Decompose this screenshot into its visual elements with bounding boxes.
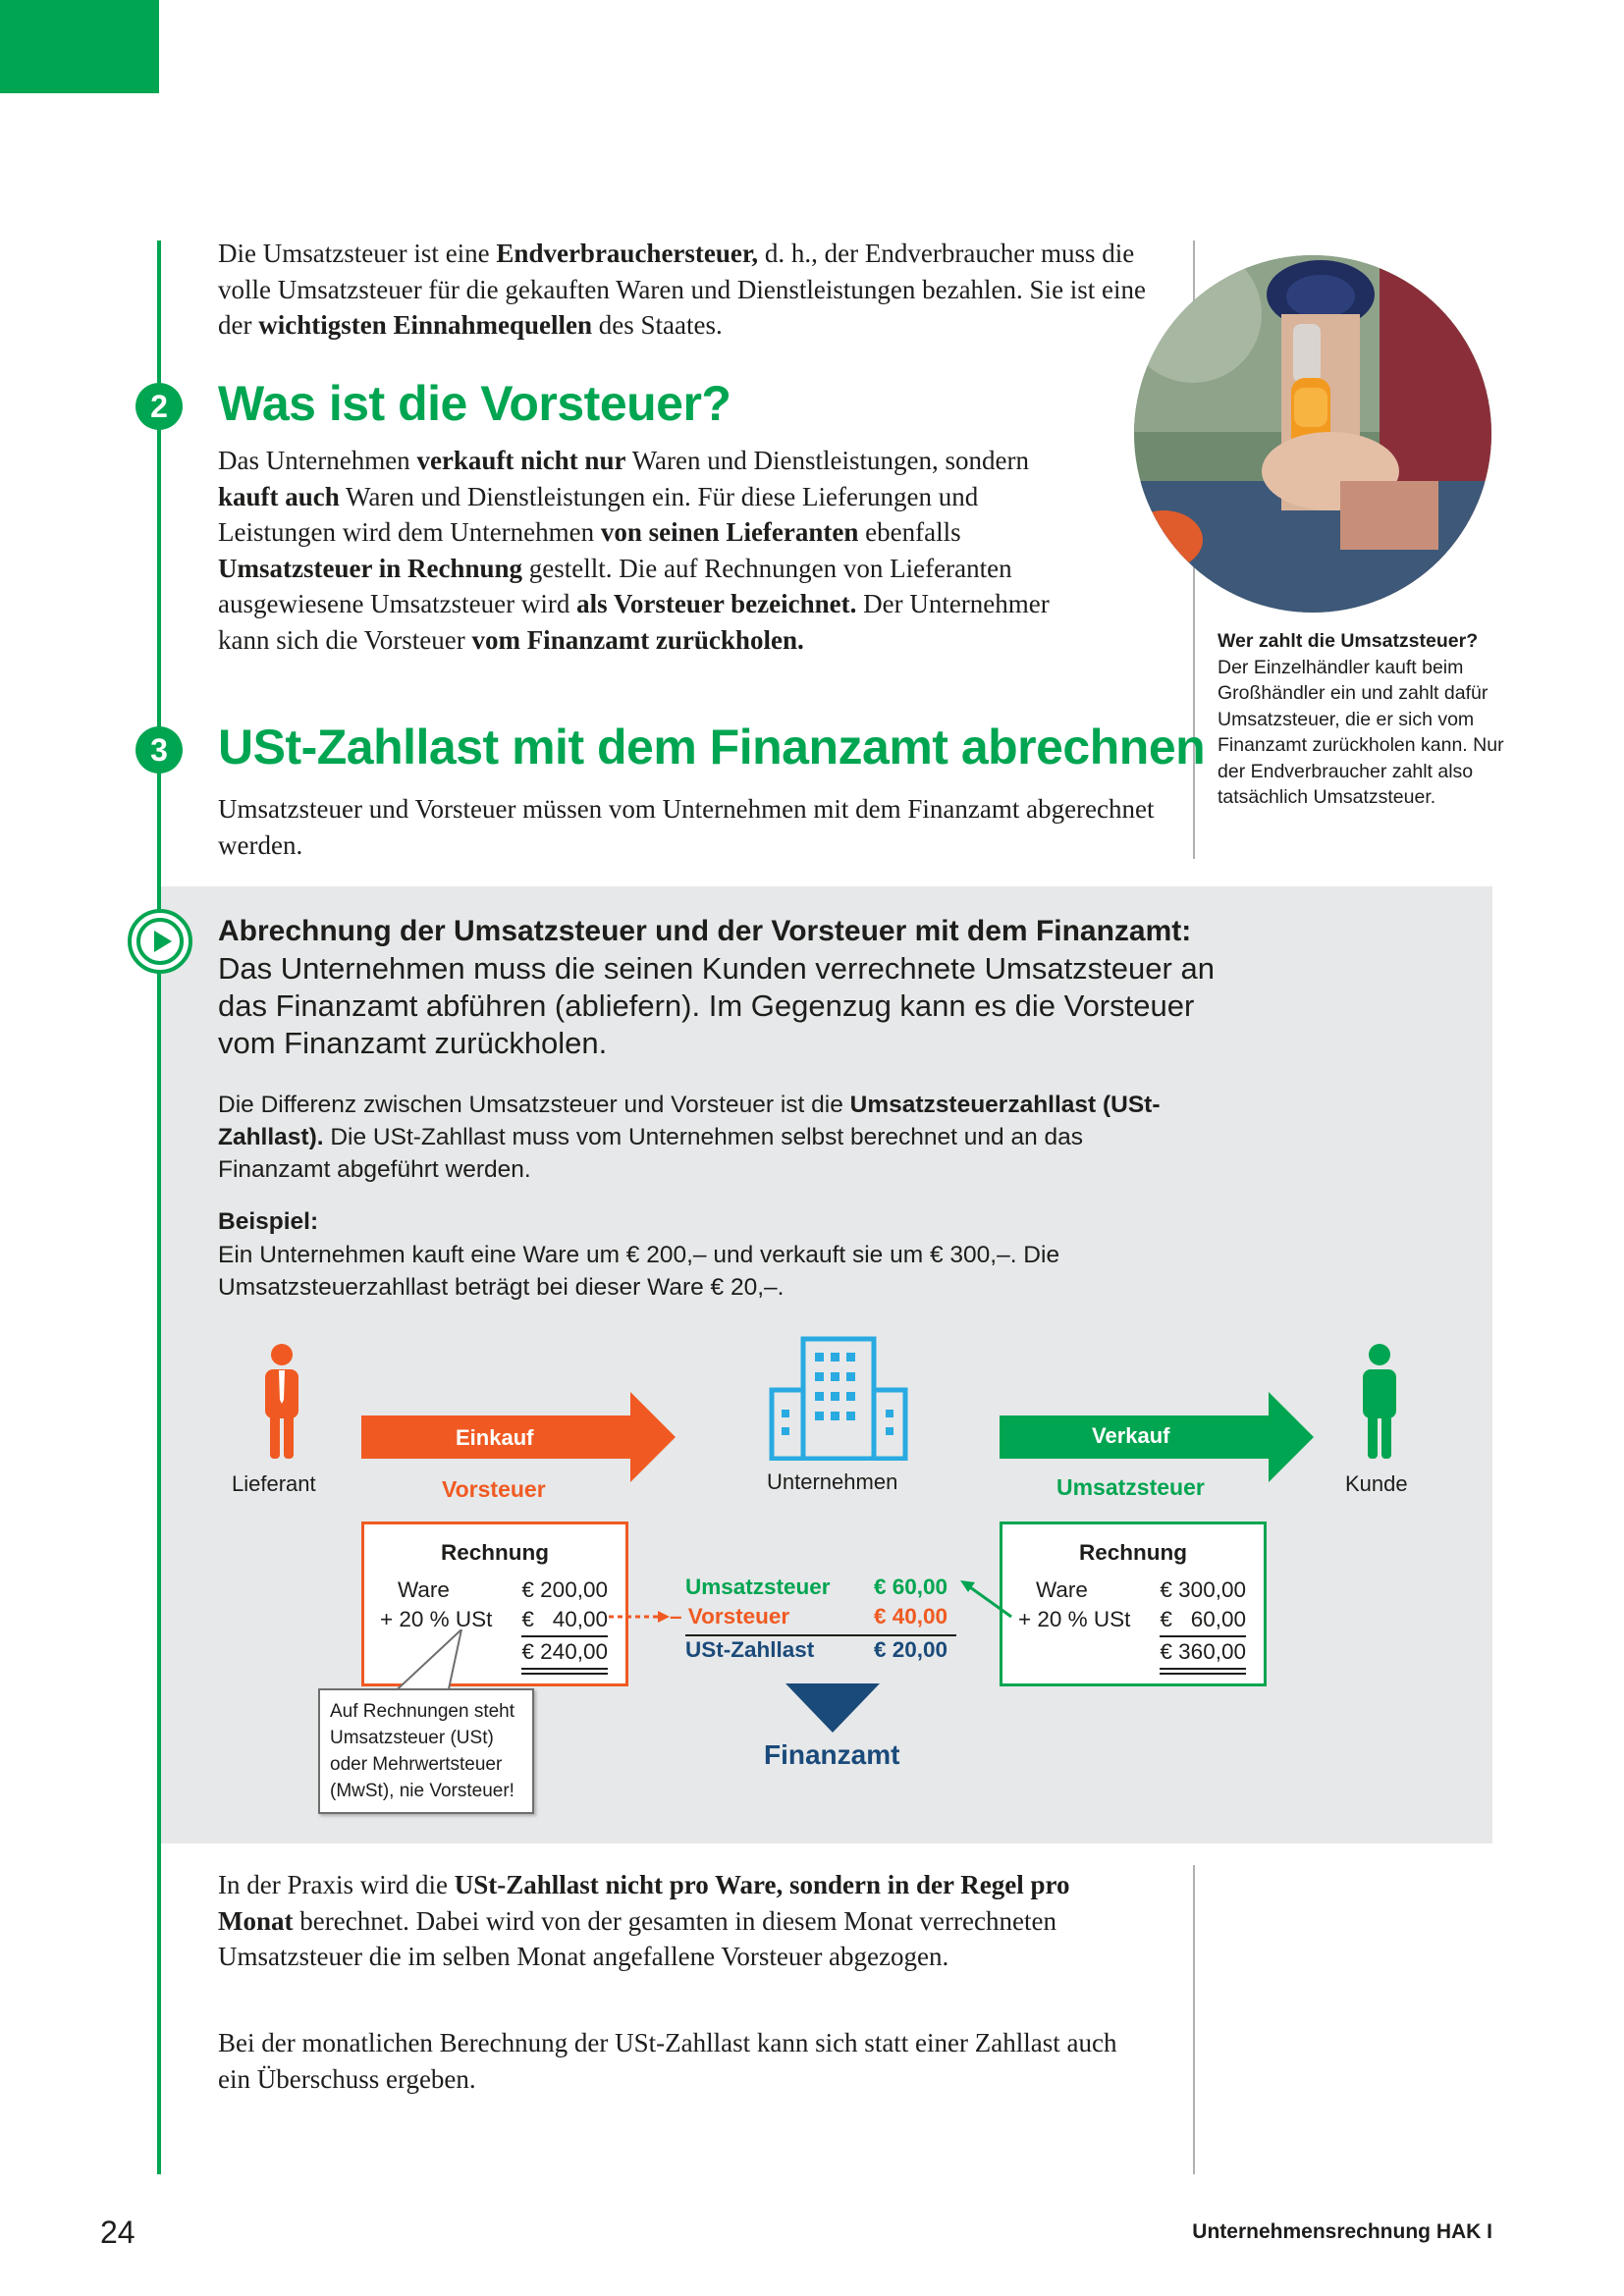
section-2-paragraph [218, 443, 1062, 658]
text-span: Die USt-Zahllast muss vom Unternehmen selbst berechnet und an das Finanzamt abgeführt werden. [218, 1124, 1084, 1183]
invoice-right-title: Rechnung [1079, 1540, 1187, 1565]
invoice-right-row1-label: Ware [1036, 1577, 1088, 1602]
text-span: des Staates. [592, 310, 723, 340]
tooltip-text: Auf Rechnungen steht Umsatzsteuer (USt) oder Mehrwertsteuer (MwSt), nie Vorsteuer! [330, 1701, 515, 1801]
invoice-right-double-line-2 [1160, 1673, 1246, 1675]
box-heading: Abrechnung der Umsatzsteuer und der Vorsteuer mit dem Finanzamt: [218, 915, 1192, 947]
section-number-3: 3 [135, 726, 183, 774]
einkauf-label: Einkauf [456, 1425, 534, 1450]
calc-ust-value: € 60,00 [874, 1575, 948, 1599]
invoice-right-row1-value: € 300,00 [1160, 1577, 1246, 1602]
connector-arrows [609, 1561, 1021, 1639]
invoice-left-double-line-2 [521, 1673, 608, 1675]
calc-ust-label: Umsatzsteuer [685, 1575, 831, 1599]
sidebar-rule-bottom [1193, 1865, 1195, 2174]
intro-paragraph [218, 236, 1161, 344]
text-span: Die Umsatzsteuer ist eine [218, 239, 497, 268]
sidebar-caption [1218, 628, 1512, 811]
text-span: ebenfalls [858, 517, 961, 547]
calc-vst-label: – Vorsteuer [670, 1604, 790, 1629]
invoice-right [1000, 1522, 1267, 1686]
caption-text: Der Einzelhändler kauft beim Großhändler ein und zahlt dafür Umsatzsteuer, die er sich vom Finanzamt zurückholen kann. Nur der Endverbraucher zahlt also tatsächlich Umsatzsteuer. [1218, 656, 1504, 808]
outro-paragraph-1 [218, 1867, 1121, 1975]
unternehmen-label: Unternehmen [767, 1469, 898, 1494]
section-number-2: 2 [135, 383, 183, 430]
text-span: Die Differenz zwischen Umsatzsteuer und Vorsteuer ist die [218, 1092, 850, 1118]
box-difference [218, 1089, 1200, 1186]
bold-text-span: USt-Zahllast nicht pro Ware, sondern in der Regel pro Monat [218, 1870, 1070, 1936]
text-span: Der Unternehmer kann sich die Vorsteuer [218, 589, 1050, 655]
text-span: berechnet. Dabei wird von der gesamten in diesem Monat verrechneten Umsatzsteuer die im selben Monat angefallene Vorsteuer abgezogen. [218, 1905, 1056, 1971]
kunde-label: Kunde [1345, 1471, 1408, 1496]
calc-vst-value: € 40,00 [874, 1604, 948, 1629]
finanzamt-label: Finanzamt [764, 1739, 900, 1770]
kunde-icon [1355, 1343, 1404, 1461]
outro-paragraph-2: Bei der monatlichen Berechnung der USt-Zahllast kann sich statt einer Zahllast auch ein Überschuss ergeben. [218, 2028, 1117, 2094]
bold-text-span: Umsatzsteuerzahllast (USt-Zahllast). [218, 1092, 1161, 1150]
bold-text-span: als Vorsteuer bezeichnet. [576, 589, 857, 618]
section-3-paragraph: Umsatzsteuer und Vorsteuer müssen vom Unternehmen mit dem Finanzamt abgerechnet werden. [218, 794, 1155, 860]
umsatzsteuer-label: Umsatzsteuer [1056, 1474, 1205, 1500]
invoice-right-total: € 360,00 [1160, 1639, 1246, 1664]
bold-text-span: verkauft nicht nur [416, 446, 626, 475]
bold-text-span: Endverbrauchersteuer, [496, 239, 759, 268]
tooltip-box [318, 1688, 534, 1814]
box-lead: Das Unternehmen muss die seinen Kunden verrechnete Umsatzsteuer an das Finanzamt abführen (abliefern). Im Gegenzug kann es die Vorsteuer vom Finanzamt zurückholen. [218, 951, 1215, 1060]
calc-zahllast-label: USt-Zahllast [685, 1637, 815, 1662]
invoice-left-row2-label: + 20 % USt [380, 1607, 493, 1631]
text-span: Das Unternehmen [218, 446, 417, 475]
page-number: 24 [100, 2215, 135, 2250]
invoice-right-double-line-1 [1160, 1668, 1246, 1670]
invoice-left-total: € 240,00 [521, 1639, 608, 1664]
invoice-left-row1-value: € 200,00 [521, 1577, 608, 1602]
sidebar-photo [1134, 255, 1491, 613]
text-span: Waren und Dienstleistungen, sondern [625, 446, 1029, 475]
invoice-left-row1-label: Ware [398, 1577, 450, 1602]
bold-text-span: Umsatzsteuer in Rechnung [218, 553, 522, 583]
section-2-heading: Was ist die Vorsteuer? [218, 376, 731, 431]
text-span: In der Praxis wird die [218, 1870, 455, 1899]
bold-text-span: wichtigsten Einnahmequellen [258, 310, 593, 340]
lieferant-icon [257, 1343, 306, 1461]
caption-title: Wer zahlt die Umsatzsteuer? [1218, 630, 1479, 652]
verkauf-label: Verkauf [1092, 1423, 1170, 1448]
corner-tab [0, 0, 159, 93]
invoice-right-row2-value: € 60,00 [1160, 1607, 1246, 1631]
text-span: gestellt. Die auf Rechnungen von Lieferanten ausgewiesene Umsatzsteuer wird [218, 553, 1012, 618]
invoice-left-row2-value: € 40,00 [521, 1607, 608, 1631]
bold-text-span: vom Finanzamt zurückholen. [471, 624, 804, 655]
invoice-left-double-line-1 [521, 1668, 608, 1670]
vorsteuer-label: Vorsteuer [442, 1476, 546, 1502]
calc-zahllast-value: € 20,00 [874, 1637, 948, 1662]
invoice-right-row2-label: + 20 % USt [1018, 1607, 1131, 1631]
lieferant-label: Lieferant [232, 1471, 316, 1496]
beispiel-label: Beispiel: [218, 1208, 319, 1235]
building-icon [768, 1335, 913, 1461]
play-icon [128, 909, 192, 974]
bold-text-span: von seinen Lieferanten [600, 517, 859, 547]
bold-text-span: kauft auch [218, 481, 340, 511]
invoice-left-title: Rechnung [441, 1540, 549, 1565]
finanzamt-arrow [785, 1683, 880, 1733]
section-3-heading: USt-Zahllast mit dem Finanzamt abrechnen [218, 720, 1206, 774]
book-title: Unternehmensrechnung HAK I [1192, 2220, 1492, 2243]
beispiel-text: Ein Unternehmen kauft eine Ware um € 200,– und verkauft sie um € 300,–. Die Umsatzsteuerzahllast beträgt bei dieser Ware € 20,–. [218, 1242, 1060, 1301]
text-span: d. h., der Endverbraucher muss die volle Umsatzsteuer für die gekauften Waren und Dienstleistungen bezahlen. Sie ist eine der [218, 239, 1147, 340]
text-span: Waren und Dienstleistungen ein. Für diese Lieferungen und Leistungen wird dem Unternehmen [218, 481, 979, 547]
